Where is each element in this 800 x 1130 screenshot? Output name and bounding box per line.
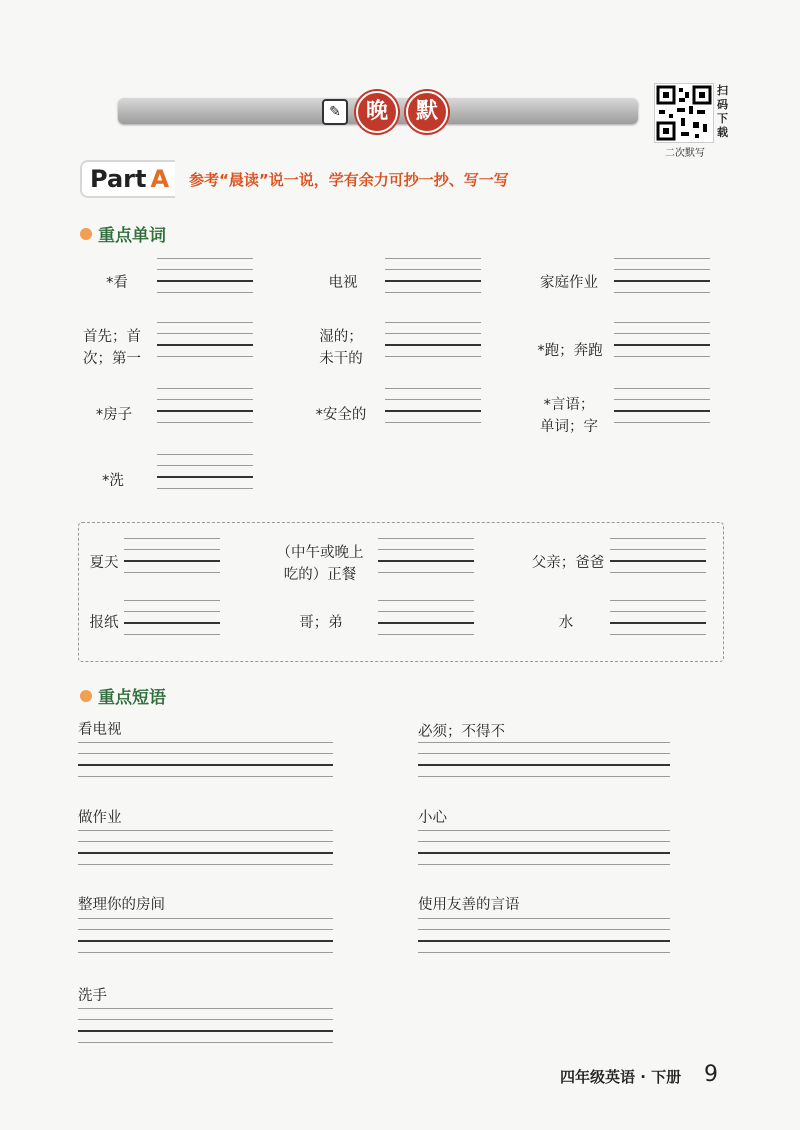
word-label: 电视 — [328, 275, 358, 291]
phrase-writing-lines[interactable] — [78, 918, 333, 963]
writing-lines[interactable] — [614, 322, 710, 367]
word-label: *言语； 单词；字 — [540, 397, 598, 435]
word-label: （中午或晚上 吃的）正餐 — [276, 545, 364, 583]
writing-lines[interactable] — [157, 454, 253, 499]
word-label: 首先；首 次；第一 — [83, 329, 141, 367]
writing-lines[interactable] — [385, 388, 481, 433]
header-title — [322, 91, 448, 133]
phrase-writing-lines[interactable] — [418, 830, 670, 875]
writing-lines[interactable] — [614, 258, 710, 303]
qr-caption: 二次默写 — [665, 148, 705, 159]
words-section-title: 重点单词 — [80, 221, 166, 246]
phrase-label: 做作业 — [78, 810, 122, 826]
phrases-section-title: 重点短语 — [80, 683, 166, 708]
title-seal-2: 默 — [406, 91, 448, 133]
word-label: 湿的； 未干的 — [319, 329, 363, 367]
writing-lines[interactable] — [157, 322, 253, 367]
bullet-dot-icon — [80, 228, 92, 240]
writing-lines[interactable] — [157, 388, 253, 433]
phrase-writing-lines[interactable] — [78, 742, 333, 787]
part-a-instruction: 参考“晨读”说一说，学有余力可抄一抄、写一写 — [189, 170, 509, 189]
qr-side-label: 扫 码 下 载 — [717, 84, 728, 139]
page-number: 9 — [704, 1062, 718, 1087]
phrase-writing-lines[interactable] — [78, 830, 333, 875]
pencil-icon: ✎ — [322, 99, 348, 125]
writing-lines[interactable] — [378, 600, 474, 645]
writing-lines[interactable] — [378, 538, 474, 583]
writing-lines[interactable] — [385, 258, 481, 303]
phrase-label: 使用友善的言语 — [418, 897, 520, 913]
writing-lines[interactable] — [124, 538, 220, 583]
phrase-writing-lines[interactable] — [418, 918, 670, 963]
part-a-header — [80, 160, 509, 198]
word-label: *房子 — [95, 407, 133, 423]
phrase-label: 洗手 — [78, 988, 107, 1004]
phrase-label: 小心 — [418, 810, 447, 826]
word-label: 哥；弟 — [299, 615, 343, 631]
phrase-label: 整理你的房间 — [78, 897, 165, 913]
writing-lines[interactable] — [124, 600, 220, 645]
writing-lines[interactable] — [610, 538, 706, 583]
writing-lines[interactable] — [614, 388, 710, 433]
title-seal-1: 晚 — [356, 91, 398, 133]
part-a-tag: Part A — [80, 160, 175, 198]
word-label: *洗 — [102, 473, 124, 489]
book-title: 四年级英语 · 下册 — [560, 1068, 682, 1086]
writing-lines[interactable] — [610, 600, 706, 645]
writing-lines[interactable] — [157, 258, 253, 303]
phrase-label: 必须；不得不 — [418, 724, 505, 740]
word-label: 水 — [558, 615, 574, 631]
word-label: *看 — [106, 275, 128, 291]
word-label: 夏天 — [89, 555, 119, 571]
word-label: *安全的 — [315, 407, 367, 423]
phrase-writing-lines[interactable] — [78, 1008, 333, 1053]
word-label: 家庭作业 — [540, 275, 598, 291]
phrase-label: 看电视 — [78, 722, 122, 738]
word-label: 报纸 — [89, 615, 119, 631]
writing-lines[interactable] — [385, 322, 481, 367]
qr-code-icon[interactable] — [654, 83, 714, 143]
bullet-dot-icon — [80, 690, 92, 702]
word-label: *跑；奔跑 — [537, 343, 603, 359]
phrase-writing-lines[interactable] — [418, 742, 670, 787]
word-label: 父亲；爸爸 — [531, 555, 605, 571]
